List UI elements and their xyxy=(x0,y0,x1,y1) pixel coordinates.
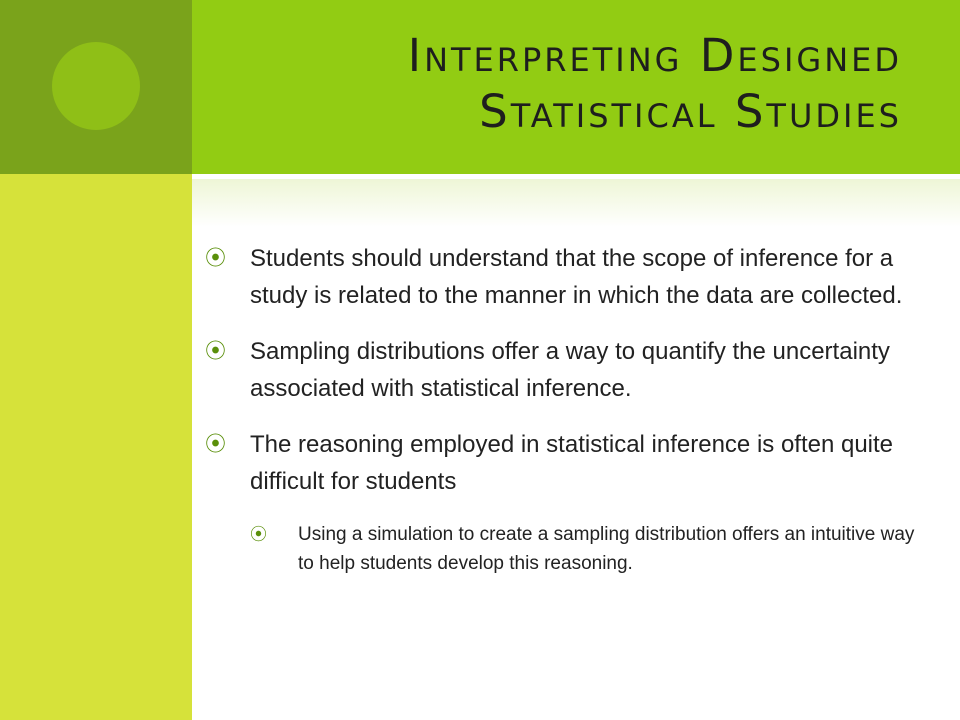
decorative-circle xyxy=(52,42,140,130)
slide-title xyxy=(408,28,902,140)
circled-dot-bullet-icon: ⦿ xyxy=(250,525,267,544)
bullet-text: The reasoning employed in statistical inference is often quite difficult for students xyxy=(250,431,894,495)
sub-bullet-item xyxy=(246,520,918,578)
title-gradient xyxy=(192,179,960,227)
bullet-item xyxy=(198,333,918,407)
circled-dot-bullet-icon: ⦿ xyxy=(205,247,226,270)
slide-content xyxy=(198,240,918,578)
circled-dot-bullet-icon: ⦿ xyxy=(205,433,226,456)
bullet-text: Students should understand that the scope of inference for a study is related to the manner in which the data are collected. xyxy=(250,245,903,309)
left-accent-bar xyxy=(0,174,192,720)
bullet-item xyxy=(198,240,918,314)
title-line-1: Interpreting Designed xyxy=(407,29,902,82)
circled-dot-bullet-icon: ⦿ xyxy=(205,340,226,363)
bullet-text: Sampling distributions offer a way to quantify the uncertainty associated with statistical inference. xyxy=(250,338,890,402)
bullet-item xyxy=(198,426,918,500)
title-line-2: Statistical Studies xyxy=(479,85,902,138)
sub-bullet-text: Using a simulation to create a sampling distribution offers an intuitive way to help students develop this reasoning. xyxy=(298,524,915,574)
